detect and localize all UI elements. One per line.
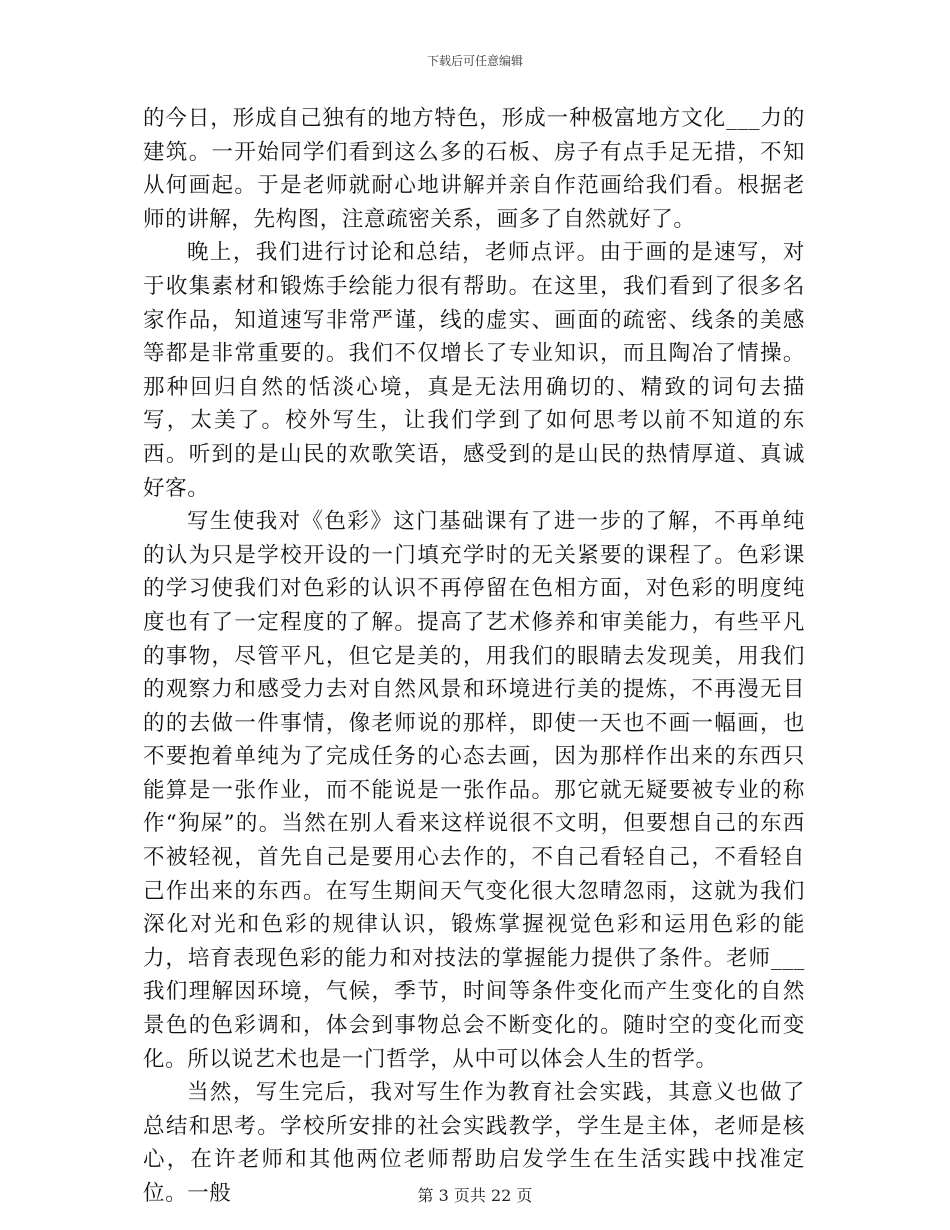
- page-header: 下载后可任意编辑: [426, 54, 523, 68]
- paragraph-1: 的今日，形成自己独有的地方特色，形成一种极富地方文化___力的建筑。一开始同学们看到这么多的石板、房子有点手足无措，不知从何画起。于是老师就耐心地讲解并亲自作范画给我们看。根据老师的讲解，先构图，注意疏密关系，画多了自然就好了。: [143, 106, 805, 232]
- paragraph-4: 当然，写生完后，我对写生作为教育社会实践，其意义也做了总结和思考。学校所安排的社会实践教学，学生是主体，老师是核心，在许老师和其他两位老师帮助启发学生在生活实践中找准定位。一般: [143, 1080, 805, 1206]
- page-number-footer: 第 3 页共 22 页: [417, 1186, 533, 1205]
- paragraph-2: 晚上，我们进行讨论和总结，老师点评。由于画的是速写，对于收集素材和锻炼手绘能力很有帮助。在这里，我们看到了很多名家作品，知道速写非常严谨，线的虚实、画面的疏密、线条的美感等都是非常重要的。我们不仅增长了专业知识，而且陶冶了情操。那种回归自然的恬淡心境，真是无法用确切的、精致的词句去描写，太美了。校外写生，让我们学到了如何思考以前不知道的东西。听到的是山民的欢歌笑语，感受到的是山民的热情厚道、真诚好客。: [143, 240, 805, 501]
- document-body: [143, 102, 805, 1211]
- paragraph-3: 写生使我对《色彩》这门基础课有了进一步的了解，不再单纯的认为只是学校开设的一门填充学时的无关紧要的课程了。色彩课的学习使我们对色彩的认识不再停留在色相方面，对色彩的明度纯度也有了一定程度的了解。提高了艺术修养和审美能力，有些平凡的事物，尽管平凡，但它是美的，用我们的眼睛去发现美，用我们的观察力和感受力去对自然风景和环境进行美的提炼，不再漫无目的的去做一件事情，像老师说的那样，即使一天也不画一幅画，也不要抱着单纯为了完成任务的心态去画，因为那样作出来的东西只能算是一张作业，而不能说是一张作品。那它就无疑要被专业的称作“狗屎”的。当然在别人看来这样说很不文明，但要想自己的东西不被轻视，首先自己是要用心去作的，不自己看轻自己，不看轻自己作出来的东西。在写生期间天气变化很大忽晴忽雨，这就为我们深化对光和色彩的规律认识，锻炼掌握视觉色彩和运用色彩的能力，培育表现色彩的能力和对技法的掌握能力提供了条件。老师___我们理解因环境，气候，季节，时间等条件变化而产生变化的自然景色的色彩调和，体会到事物总会不断变化的。随时空的变化而变化。所以说艺术也是一门哲学，从中可以体会人生的哲学。: [143, 509, 805, 1072]
